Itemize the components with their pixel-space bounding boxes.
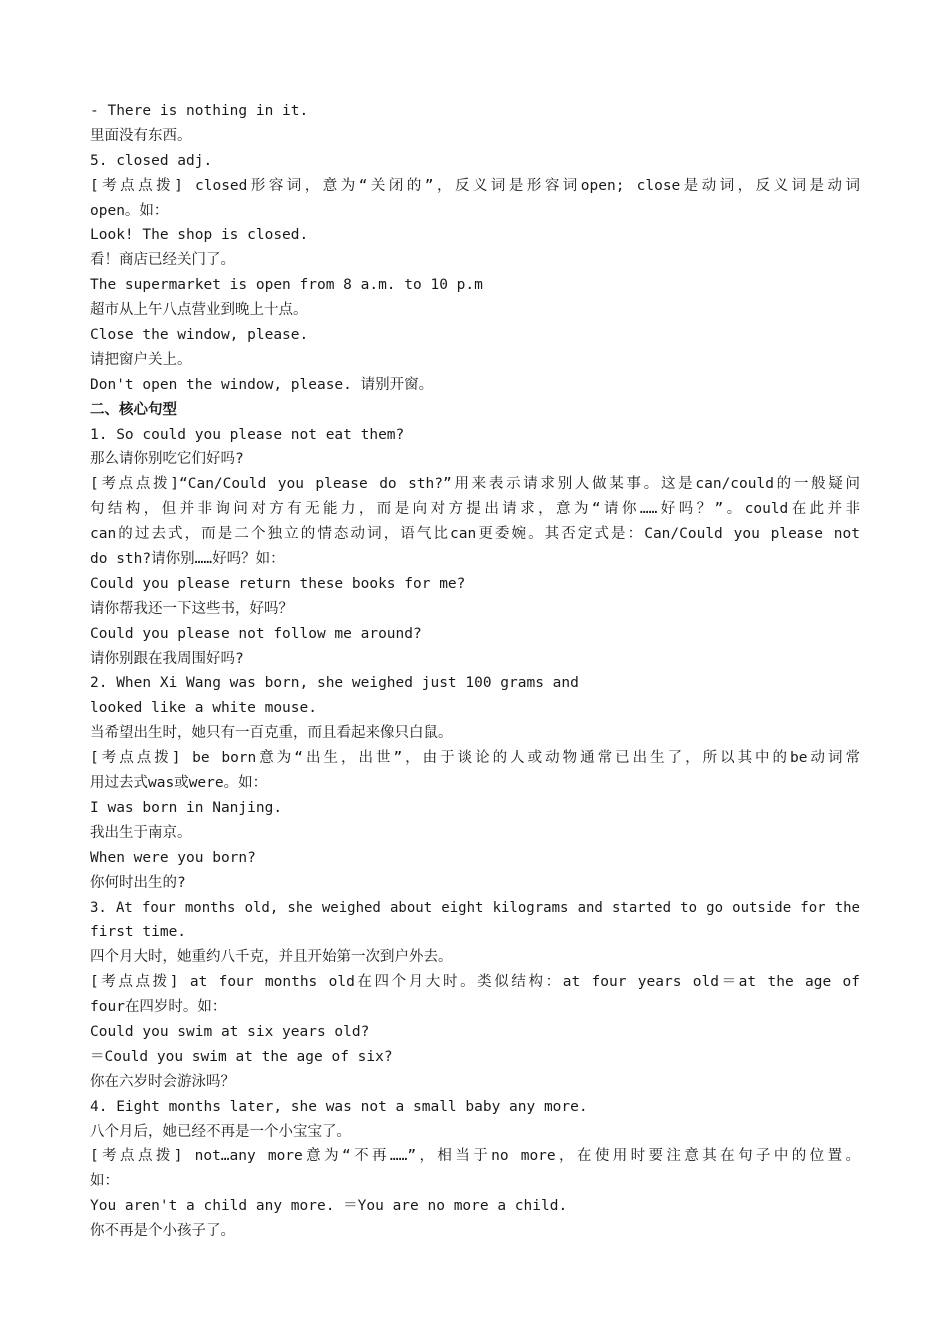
translation: 当希望出生时，她只有一百克重，而且看起来像只白鼠。	[90, 725, 453, 742]
translation: 请你别跟在我周围好吗?	[90, 650, 244, 667]
example-sentence: Close the window, please.	[90, 327, 309, 344]
translation: 请你帮我还一下这些书，好吗？	[90, 600, 293, 617]
tip-paragraph: [考点点拨] be born意为“出生，出世”，由于谈论的人或动物通常已出生了，所以其中的be动词常	[90, 750, 860, 767]
example-sentence: You aren't a child any more. ＝You are no more a child.	[90, 1198, 568, 1215]
key-sentence-4: 4. Eight months later, she was not a small baby any more.	[90, 1098, 588, 1115]
example-sentence: ＝Could you swim at the age of six?	[90, 1048, 393, 1065]
tip-paragraph: [考点点拨] at four months old在四个月大时。类似结构：at four years old＝at the age of	[90, 974, 860, 991]
tip-paragraph: [考点点拨] not…any more意为“不再……”，相当于no more，在使用时要注意其在句子中的位置。	[90, 1148, 860, 1165]
vocab-item-5: 5. closed adj.	[90, 152, 213, 169]
tip-paragraph: [考点点拨] closed形容词，意为“关闭的”，反义词是形容词open; close是动词，反义词是动词	[90, 177, 860, 194]
tip-paragraph: 句结构，但并非询问对方有无能力，而是向对方提出请求，意为“请你……好吗？”。could在此并非	[90, 501, 860, 518]
key-sentence-3: 3. At four months old, she weighed about eight kilograms and started to go outside for the	[90, 899, 860, 916]
translation: 那么请你别吃它们好吗?	[90, 451, 244, 468]
tip-paragraph: four在四岁时。如：	[90, 999, 227, 1016]
key-sentence-3: first time.	[90, 924, 187, 941]
example-sentence: When were you born?	[90, 849, 256, 866]
translation: 四个月大时，她重约八千克，并且开始第一次到户外去。	[90, 949, 453, 966]
tip-paragraph: 用过去式was或were。如：	[90, 775, 268, 792]
example-sentence: - There is nothing in it.	[90, 103, 309, 119]
key-sentence-2: looked like a white mouse.	[90, 700, 317, 717]
tip-paragraph: open。如：	[90, 202, 169, 219]
translation: 请把窗户关上。	[90, 351, 192, 368]
translation: 里面没有东西。	[90, 127, 192, 144]
example-sentence: Look! The shop is closed.	[90, 227, 309, 244]
tip-paragraph: can的过去式，而是二个独立的情态动词，语气比can更委婉。其否定式是：Can/Could you please not	[90, 526, 860, 543]
tip-paragraph: 如：	[90, 1173, 119, 1190]
example-sentence: Don't open the window, please. 请别开窗。	[90, 376, 434, 393]
example-sentence: Could you please not follow me around?	[90, 625, 422, 642]
tip-paragraph: [考点点拨]“Can/Could you please do sth?”用来表示请求别人做某事。这是can/could的一般疑问	[90, 476, 860, 493]
example-sentence: Could you please return these books for me?	[90, 575, 466, 592]
tip-paragraph: do sth?请你别……好吗？如：	[90, 551, 285, 568]
translation: 八个月后，她已经不再是一个小宝宝了。	[90, 1123, 351, 1140]
translation: 你不再是个小孩子了。	[90, 1223, 235, 1240]
example-sentence: The supermarket is open from 8 a.m. to 10 p.m	[90, 277, 483, 294]
translation: 我出生于南京。	[90, 824, 192, 841]
section-heading: 二、核心句型	[90, 401, 177, 418]
key-sentence-1: 1. So could you please not eat them?	[90, 426, 405, 443]
translation: 你在六岁时会游泳吗？	[90, 1073, 235, 1090]
key-sentence-2: 2. When Xi Wang was born, she weighed just 100 grams and	[90, 675, 579, 692]
translation: 超市从上午八点营业到晚上十点。	[90, 302, 308, 319]
example-sentence: I was born in Nanjing.	[90, 799, 283, 816]
translation: 你何时出生的?	[90, 874, 186, 891]
document-page	[90, 99, 860, 1244]
translation: 看！商店已经关门了。	[90, 252, 235, 269]
example-sentence: Could you swim at six years old?	[90, 1023, 370, 1040]
